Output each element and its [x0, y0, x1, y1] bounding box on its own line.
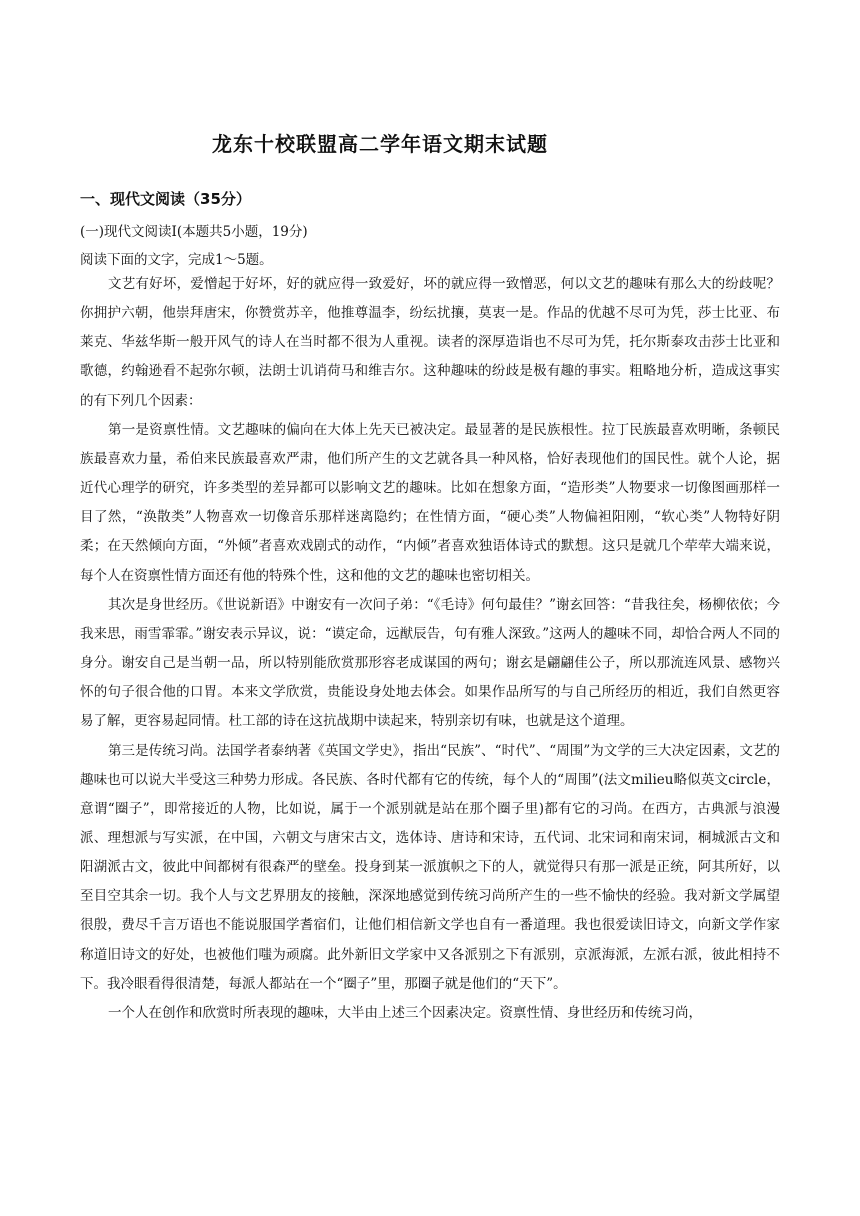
subsection-heading: (一)现代文阅读Ⅰ(本题共5小题，19分) — [80, 224, 308, 240]
passage-paragraph: 文艺有好坏，爱憎起于好坏，好的就应得一致爱好，坏的就应得一致憎恶，何以文艺的趣味有那么大的纷歧呢？你拥护六朝，他崇拜唐宋，你赞赏苏辛，他推尊温李，纷纭扰攘，莫衷一是。作品的优越不尽可为凭，莎士比亚、布莱克、华兹华斯一般开风气的诗人在当时都不很为人重视。读者的深厚造诣也不尽可为凭，托尔斯泰攻击莎士比亚和歌德，约翰逊看不起弥尔顿，法朗士讥诮荷马和维吉尔。这种趣味的纷歧是极有趣的事实。粗略地分析，造成这事实的有下列几个因素： — [80, 276, 780, 409]
reading-instruction: 阅读下面的文字，完成1～5题。 — [80, 252, 273, 268]
passage-body — [80, 270, 780, 1028]
passage-paragraph: 其次是身世经历。《世说新语》中谢安有一次问子弟：“《毛诗》何句最佳？”谢玄回答：“昔我往矣，杨柳依依；今我来思，雨雪霏霏。”谢安表示异议，说：“谟定命，远猷辰告，句有雅人深致。”这两人的趣味不同，却恰合两人不同的身分。谢安自己是当朝一品，所以特别能欣赏那形容老成谋国的两句；谢玄是翩翩佳公子，所以那流连风景、感物兴怀的句子很合他的口胃。本来文学欣赏，贵能设身处地去体会。如果作品所写的与自己所经历的相近，我们自然更容易了解，更容易起同情。杜工部的诗在这抗战期中读起来，特别亲切有味，也就是这个道理。 — [80, 596, 780, 730]
passage-paragraph: 一个人在创作和欣赏时所表现的趣味，大半由上述三个因素决定。资禀性情、身世经历和传统习尚， — [108, 1004, 702, 1021]
passage-paragraph: 第三是传统习尚。法国学者泰纳著《英国文学史》，指出“民族”、“时代”、“周围”为文学的三大决定因素，文艺的趣味也可以说大半受这三种势力形成。各民族、各时代都有它的传统，每个人的“周围”(法文milieu略似英文circle，意谓“圈子”，即常接近的人物，比如说，属于一个派别就是站在那个圈子里)都有它的习尚。在西方，古典派与浪漫派、理想派与写实派，在中国，六朝文与唐宋古文，选体诗、唐诗和宋诗，五代词、北宋词和南宋词，桐城派古文和阳湖派古文，彼此中间都树有很森严的壁垒。投身到某一派旗帜之下的人，就觉得只有那一派是正统，阿其所好，以至目空其余一切。我个人与文艺界朋友的接触，深深地感觉到传统习尚所产生的一些不愉快的经验。我对新文学属望很殷，费尽千言万语也不能说服国学耆宿们，让他们相信新文学也自有一番道理。我也很爱读旧诗文，向新文学作家称道旧诗文的好处，也被他们嗤为顽腐。此外新旧文学家中又各派别之下有派别，京派海派，左派右派，彼此相持不下。我冷眼看得很清楚，每派人都站在一个“圈子”里，那圈子就是他们的“天下”。 — [80, 742, 780, 992]
section-heading: 一、现代文阅读（35分） — [80, 190, 251, 208]
passage-paragraph: 第一是资禀性情。文艺趣味的偏向在大体上先天已被决定。最显著的是民族根性。拉丁民族最喜欢明晰，条顿民族最喜欢力量，希伯来民族最喜欢严肃，他们所产生的文艺就各具一种风格，恰好表现他们的国民性。就个人论，据近代心理学的研究，许多类型的差异都可以影响文艺的趣味。比如在想象方面，“造形类”人物要求一切像图画那样一目了然，“涣散类”人物喜欢一切像音乐那样迷离隐约；在性情方面，“硬心类”人物偏袒阳刚，“软心类”人物特好阴柔；在天然倾向方面，“外倾”者喜欢戏剧式的动作，“内倾”者喜欢独语体诗式的默想。这只是就几个荦荦大端来说，每个人在资禀性情方面还有他的特殊个性，这和他的文艺的趣味也密切相关。 — [80, 421, 780, 584]
exam-title: 龙东十校联盟高二学年语文期末试题 — [212, 132, 548, 156]
